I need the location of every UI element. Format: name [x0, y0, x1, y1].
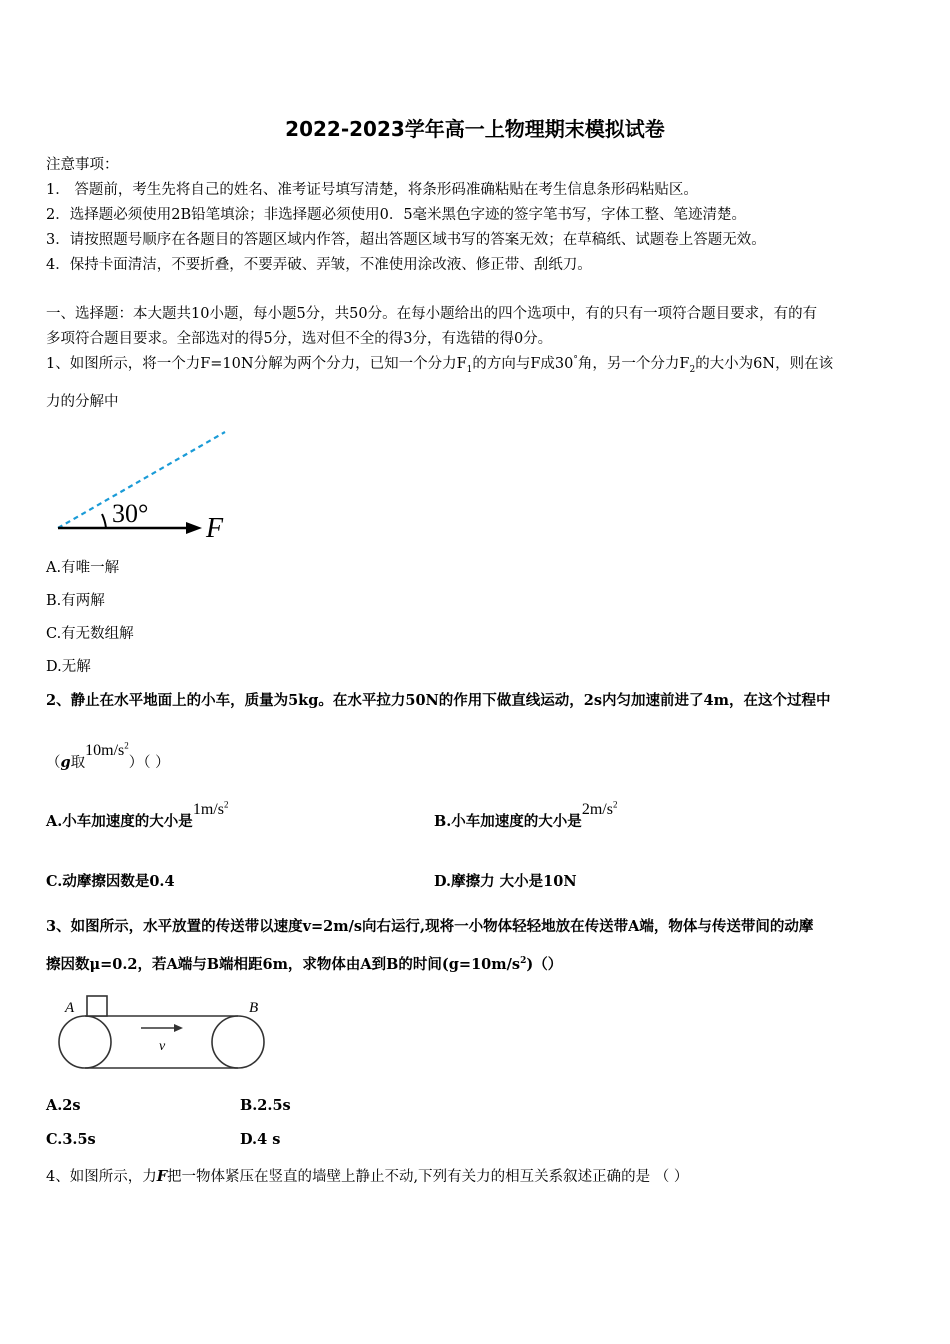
q2-option-c[interactable]: C.动摩擦因数是0.4: [46, 873, 175, 890]
q1-option-c[interactable]: C.有无数组解: [46, 626, 134, 642]
notice-item: 3．请按照题号顺序在各题目的答题区域内作答，超出答题区域书写的答案无效；在草稿纸、试题卷上答题无效。: [46, 232, 766, 248]
question-3-stem: 3、如图所示，水平放置的传送带以速度v=2m/s向右运行,现将一小物体轻轻地放在传送带A端，物体与传送带间的动摩: [46, 918, 814, 935]
label-a: A: [65, 1000, 75, 1016]
q2-option-b[interactable]: B.小车加速度的大小是$2m/s^2$: [434, 799, 618, 830]
notice-item: 1． 答题前，考生先将自己的姓名、准考证号填写清楚，将条形码准确粘贴在考生信息条形码粘贴区。: [46, 182, 698, 198]
q1-option-d[interactable]: D.无解: [46, 659, 91, 675]
question-4-stem: 4、如图所示，力F把一物体紧压在竖直的墙壁上静止不动,下列有关力的相互关系叙述正确的是 （ ）: [46, 1168, 689, 1185]
question-1-stem: 1、如图所示，将一个力F=10N分解为两个分力，已知一个分力$F_1$的方向与F成30°角，另一个分力$F_2$的大小为6N，则在该: [46, 355, 834, 375]
q3-option-b[interactable]: B.2.5s: [240, 1097, 291, 1114]
label-b: B: [249, 1000, 259, 1016]
notice-item: 4．保持卡面清洁，不要折叠，不要弄破、弄皱，不准使用涂改液、修正带、刮纸刀。: [46, 257, 592, 273]
q3-option-a[interactable]: A.2s: [46, 1097, 81, 1114]
section-instructions: 一、选择题：本大题共10小题，每小题5分，共50分。在每小题给出的四个选项中，有的只有一项符合题目要求，有的有: [46, 306, 818, 322]
q1-option-a[interactable]: A.有唯一解: [46, 560, 120, 576]
question-3-stem-line2: 擦因数μ=0.2，若A端与B端相距6m，求物体由A到B的时间$(g=10m/s^2)()$: [46, 956, 563, 973]
question-1-stem-line2: 力的分解中: [46, 394, 119, 410]
q3-option-c[interactable]: C.3.5s: [46, 1131, 96, 1148]
q2-option-d[interactable]: D.摩擦力 大小是10N: [434, 873, 577, 890]
page-title: 2022-2023学年高一上物理期末模拟试卷: [285, 117, 665, 141]
force-decomposition-figure: [50, 425, 240, 550]
question-2-condition: （g取$10m/s^2$）（ ）: [46, 740, 170, 771]
q2-option-a[interactable]: A.小车加速度的大小是$1m/s^2$: [46, 799, 229, 830]
question-2-stem: 2、静止在水平地面上的小车，质量为5kg。在水平拉力50N的作用下做直线运动，2s内匀加速前进了4m，在这个过程中: [46, 692, 831, 709]
notice-item: 2．选择题必须使用2B铅笔填涂；非选择题必须使用0．5毫米黑色字迹的签字笔书写，字体工整、笔迹清楚。: [46, 207, 747, 223]
force-label: F: [206, 513, 224, 544]
conveyor-belt-figure: [55, 990, 270, 1072]
notice-heading: 注意事项：: [46, 157, 119, 173]
q3-option-d[interactable]: D.4 s: [240, 1131, 281, 1148]
angle-label: 30°: [112, 499, 149, 528]
label-v: v: [159, 1039, 166, 1054]
q1-option-b[interactable]: B.有两解: [46, 593, 105, 609]
section-instructions: 多项符合题目要求。全部选对的得5分，选对但不全的得3分，有选错的得0分。: [46, 331, 553, 347]
